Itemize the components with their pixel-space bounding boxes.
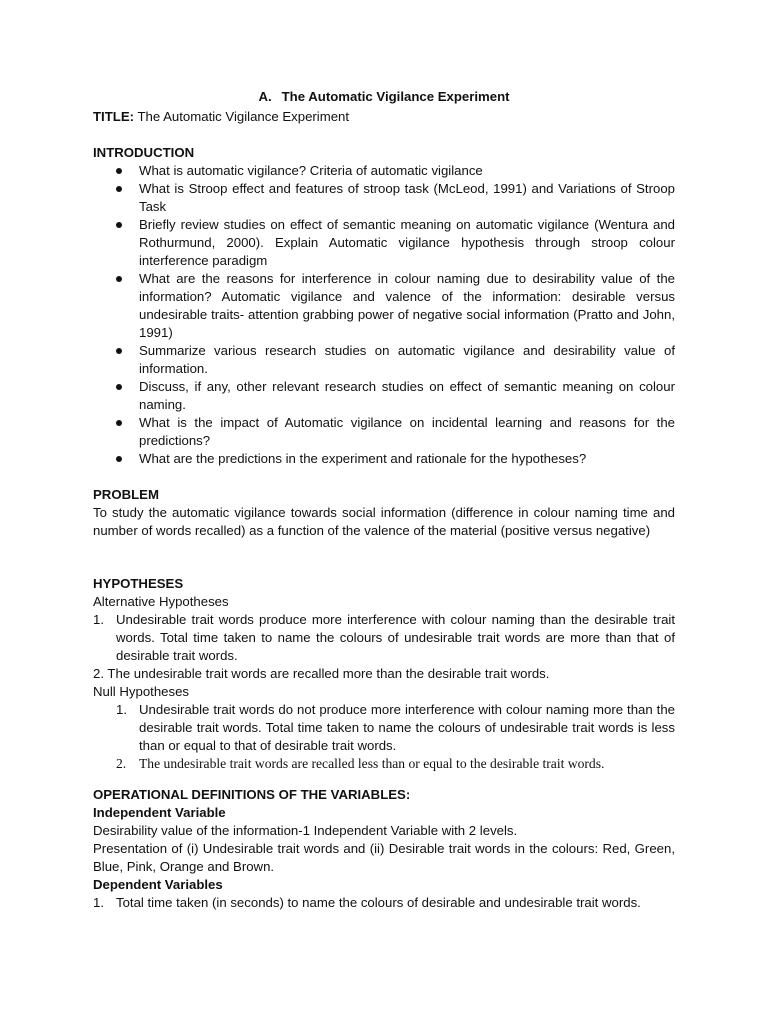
list-item [93, 342, 675, 378]
bullet-icon [116, 420, 122, 426]
title-label: TITLE: [93, 109, 135, 124]
bullet-icon [116, 348, 122, 354]
problem-heading: PROBLEM [93, 487, 159, 502]
null-hypotheses-label: Null Hypotheses [93, 684, 190, 699]
list-item [93, 378, 675, 414]
list-item [93, 755, 675, 773]
introduction-heading: INTRODUCTION [93, 145, 195, 160]
list-item-text: The undesirable trait words are recalled less than or equal to the desirable trait words. [139, 756, 605, 771]
list-item-text: Summarize various research studies on automatic vigilance and desirability value of information. [139, 343, 675, 376]
list-item-text: What are the reasons for interference in colour naming due to desirability value of the information? Automatic vigilance and valence of the information: desirable versus undesirable traits- attention grabbing power of negative social information (Pratto and John, 1991) [139, 271, 675, 340]
list-item-number: 1. [93, 895, 104, 910]
list-item [93, 414, 675, 450]
main-title-text: The Automatic Vigilance Experiment [281, 89, 510, 104]
bullet-icon [116, 222, 122, 228]
list-item-text: Undesirable trait words produce more interference with colour naming than the desirable trait words. Total time taken to name the colours of undesirable trait words are more than that of desirable trait words. [116, 612, 675, 663]
bullet-icon [116, 384, 122, 390]
list-item-text: Briefly review studies on effect of semantic meaning on automatic vigilance (Wentura and Rothurmund, 2000). Explain Automatic vigilance hypothesis through stroop colour interference paradigm [139, 217, 675, 268]
dependent-variables-label: Dependent Variables [93, 877, 223, 892]
list-item [93, 162, 675, 180]
bullet-icon [116, 168, 122, 174]
list-item [93, 216, 675, 270]
main-title [0, 88, 768, 106]
main-title-number: A. [258, 89, 272, 104]
problem-text: To study the automatic vigilance towards social information (difference in colour naming time and number of words recalled) as a function of the valence of the material (positive versus negative) [93, 505, 675, 538]
list-item [93, 180, 675, 216]
alternative-hypotheses-label: Alternative Hypotheses [93, 594, 229, 609]
list-item-text: What is the impact of Automatic vigilance on incidental learning and reasons for the predictions? [139, 415, 675, 448]
list-item-text: Undesirable trait words do not produce more interference with colour naming more than the desirable trait words. Total time taken to name the colours of undesirable trait words is less than or equal to that of desirable trait words. [139, 702, 675, 753]
null-hypotheses-list [93, 701, 675, 773]
title-value: The Automatic Vigilance Experiment [134, 109, 350, 124]
introduction-list [93, 162, 675, 468]
list-item [93, 894, 675, 912]
alternative-hypotheses-list [93, 611, 675, 665]
list-item-number: 1. [93, 612, 104, 627]
independent-variable-text: Desirability value of the information-1 Independent Variable with 2 levels. [93, 823, 518, 838]
list-item [93, 270, 675, 342]
list-item [93, 611, 675, 665]
title-line [93, 108, 675, 126]
list-item-text: What is Stroop effect and features of stroop task (McLeod, 1991) and Variations of Stroop Task [139, 181, 675, 214]
alternative-hypothesis-2: 2. The undesirable trait words are recalled more than the desirable trait words. [93, 666, 550, 681]
bullet-icon [116, 276, 122, 282]
list-item-number: 2. [116, 756, 127, 771]
bullet-icon [116, 456, 122, 462]
independent-variable-label: Independent Variable [93, 805, 226, 820]
list-item [93, 450, 675, 468]
operational-definitions-section [93, 786, 675, 912]
list-item-text: What is automatic vigilance? Criteria of automatic vigilance [139, 163, 483, 178]
independent-variable-presentation: Presentation of (i) Undesirable trait words and (ii) Desirable trait words in the colours: Red, Green, Blue, Pink, Orange and Brown. [93, 841, 675, 874]
problem-section [93, 486, 675, 540]
bullet-icon [116, 186, 122, 192]
list-item [93, 701, 675, 755]
list-item-text: Total time taken (in seconds) to name the colours of desirable and undesirable trait words. [116, 895, 641, 910]
list-item-text: Discuss, if any, other relevant research studies on effect of semantic meaning on colour naming. [139, 379, 675, 412]
dependent-variables-list [93, 894, 675, 912]
hypotheses-heading: HYPOTHESES [93, 576, 184, 591]
list-item-text: What are the predictions in the experiment and rationale for the hypotheses? [139, 451, 587, 466]
hypotheses-section [93, 575, 675, 773]
introduction-section [93, 144, 675, 468]
list-item-number: 1. [116, 702, 127, 717]
operational-definitions-heading: OPERATIONAL DEFINITIONS OF THE VARIABLES: [93, 787, 411, 802]
